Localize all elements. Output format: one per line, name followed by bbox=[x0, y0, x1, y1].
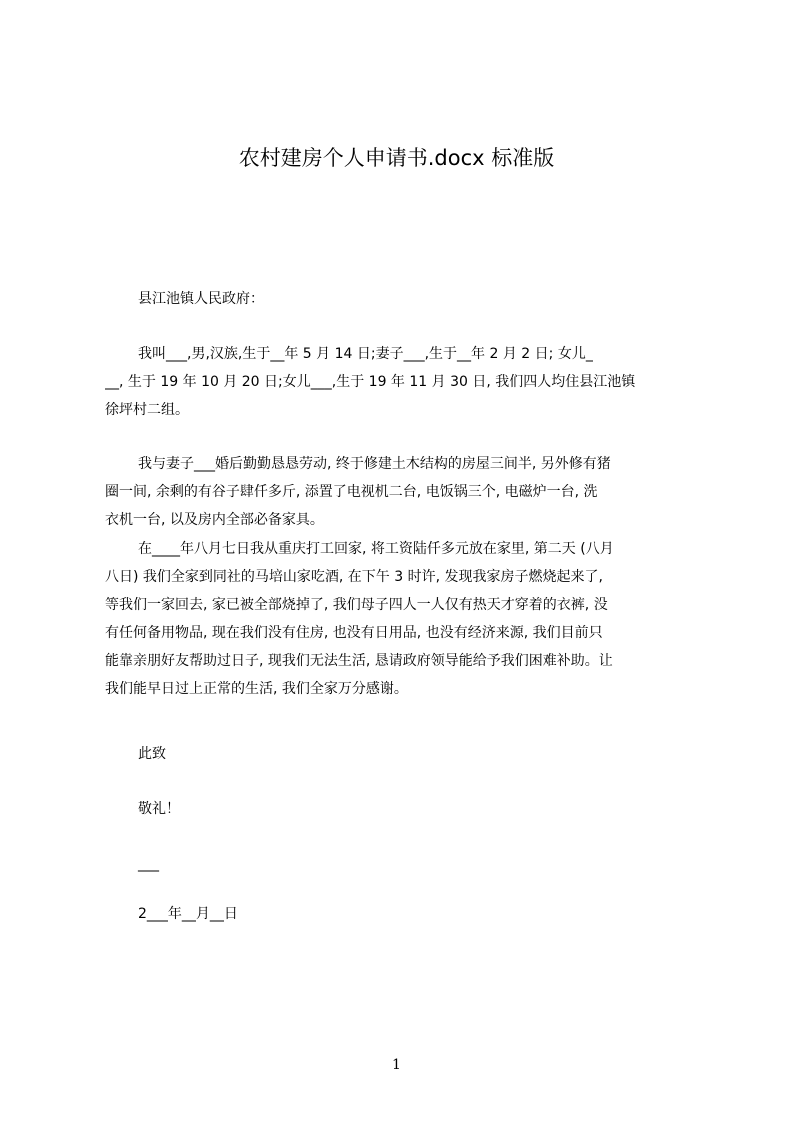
closing-line: 此致 bbox=[138, 746, 166, 762]
paragraph-line: 圈一间, 余剩的有谷子肆仟多斤, 添置了电视机二台, 电饭锅三个, 电磁炉一台, 洗 bbox=[105, 484, 598, 500]
paragraph-1 bbox=[105, 340, 700, 424]
paragraph-line: 我叫___,男,汉族,生于__年 5 月 14 日;妻子___,生于__年 2 月 2 日; 女儿_ bbox=[138, 346, 593, 362]
signer-line: ___ bbox=[138, 856, 159, 872]
paragraph-line: 衣机一台, 以及房内全部必备家具。 bbox=[105, 512, 324, 528]
salutation-line: 县江池镇人民政府： bbox=[138, 291, 264, 307]
closing-greeting bbox=[105, 740, 700, 768]
closing-salute bbox=[105, 795, 700, 823]
page-number: 1 bbox=[392, 1057, 401, 1073]
paragraph-line: 我们能早日过上正常的生活, 我们全家万分感谢。 bbox=[105, 681, 408, 697]
signer-blank bbox=[105, 850, 700, 878]
date-block bbox=[105, 900, 700, 928]
paragraph-line: 有任何备用物品, 现在我们没有住房, 也没有日用品, 也没有经济来源, 我们目前只 bbox=[105, 625, 603, 641]
paragraph-line: __, 生于 19 年 10 月 20 日;女儿___,生于 19 年 11 月 30 日, 我们四人均住县江池镇 bbox=[105, 374, 636, 390]
closing-line: 敬礼！ bbox=[138, 801, 180, 817]
document-title: 农村建房个人申请书.docx 标准版 bbox=[238, 146, 555, 170]
paragraph-line: 在____年八月七日我从重庆打工回家, 将工资陆仟多元放在家里, 第二天 (八月 bbox=[138, 541, 614, 557]
paragraph-line: 徐坪村二组。 bbox=[105, 402, 189, 418]
date-line: 2___年__月__日 bbox=[138, 906, 238, 922]
salutation bbox=[105, 285, 700, 313]
paragraph-3 bbox=[105, 535, 700, 703]
paragraph-line: 八日) 我们全家到同社的马培山家吃酒, 在下午 3 时许, 发现我家房子燃烧起来了, bbox=[105, 569, 603, 585]
paragraph-line: 我与妻子___婚后勤勤恳恳劳动, 终于修建土木结构的房屋三间半, 另外修有猪 bbox=[138, 456, 611, 472]
paragraph-2 bbox=[105, 450, 700, 534]
paragraph-line: 等我们一家回去, 家已被全部烧掉了, 我们母子四人一人仅有热天才穿着的衣裤, 没 bbox=[105, 597, 608, 613]
paragraph-line: 能靠亲朋好友帮助过日子, 现我们无法生活, 恳请政府领导能给予我们困难补助。让 bbox=[105, 653, 613, 669]
